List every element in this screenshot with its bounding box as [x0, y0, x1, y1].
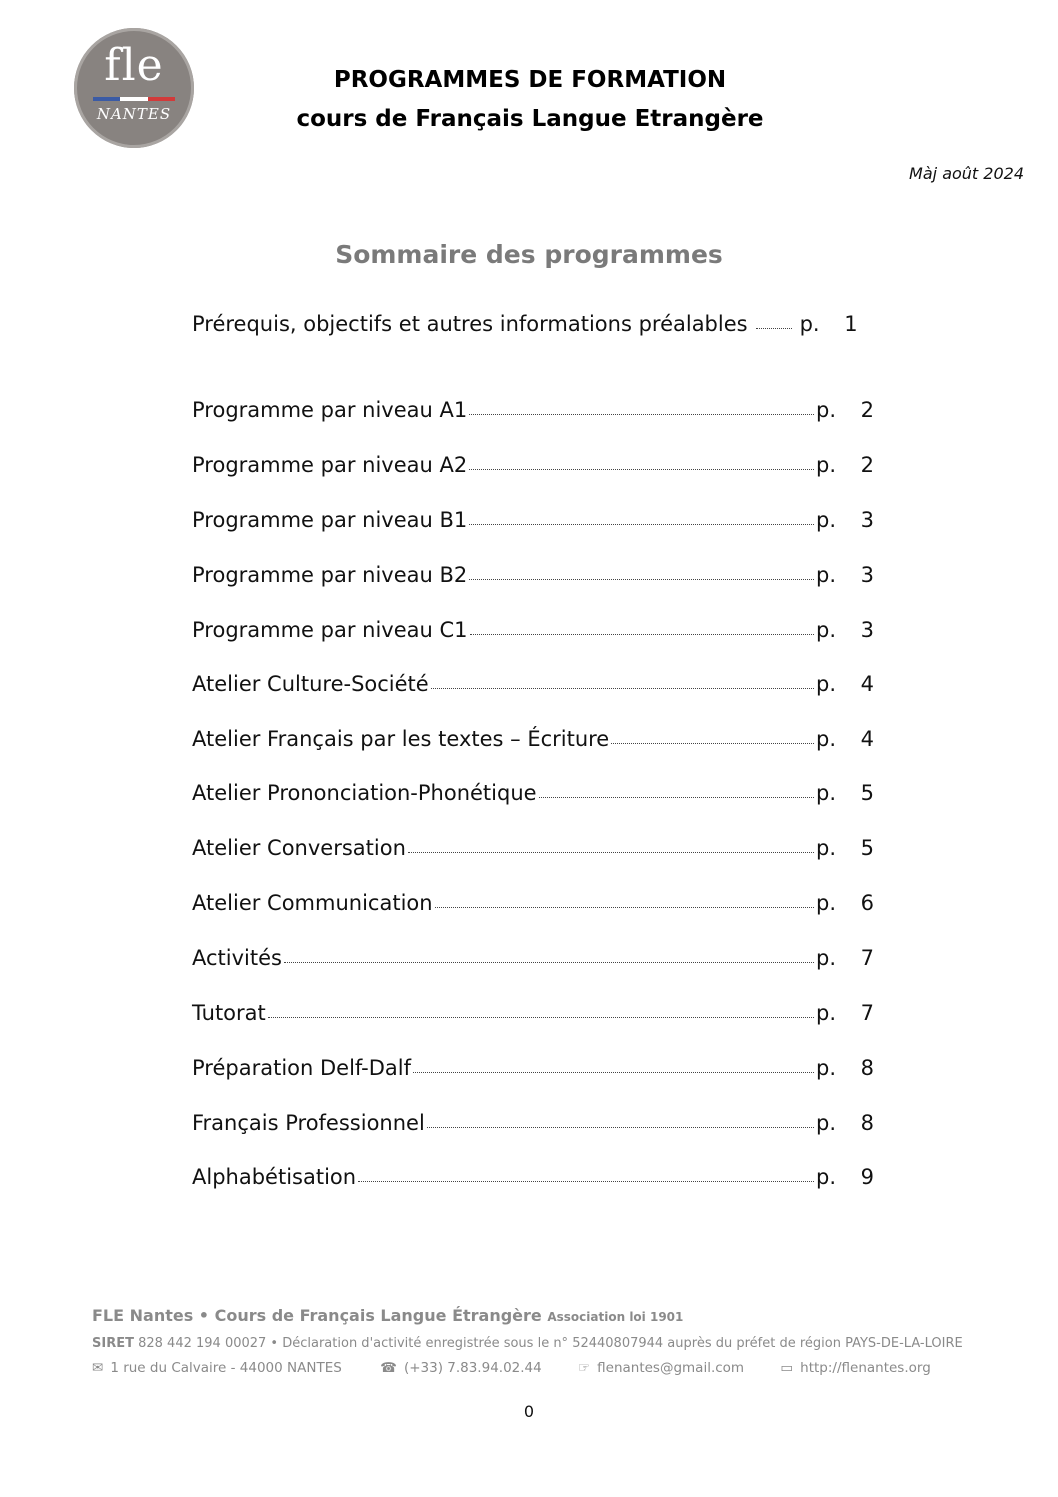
website-text[interactable]: http://flenantes.org [800, 1360, 931, 1376]
dot-leader [469, 468, 814, 470]
page-prefix: p. [799, 312, 820, 336]
toc-item-page: 5 [860, 781, 874, 805]
toc-item [192, 398, 874, 428]
envelope-icon: ✉ [92, 1360, 104, 1376]
toc-item-label: Programme par niveau C1 [192, 618, 468, 642]
page-prefix: p. [816, 453, 837, 477]
page-prefix: p. [816, 1056, 837, 1080]
dot-leader [469, 413, 814, 415]
toc-item-label: Activités [192, 946, 282, 970]
siret-label: SIRET [92, 1336, 134, 1351]
toc-item-label: Préparation Delf-Dalf [192, 1056, 412, 1080]
toc-item-page: 4 [860, 727, 874, 751]
toc-item [192, 727, 874, 757]
toc-item-page: 6 [860, 891, 874, 915]
toc-item [192, 781, 874, 811]
page-prefix: p. [816, 946, 837, 970]
toc-item-label: Alphabétisation [192, 1165, 357, 1189]
toc-item [192, 672, 874, 702]
page-prefix: p. [816, 727, 837, 751]
footer-siret [92, 1336, 963, 1351]
computer-icon: ▭ [780, 1360, 794, 1376]
footer-org-name: FLE Nantes • Cours de Français Langue Étrangère [92, 1306, 542, 1325]
toc-item [192, 618, 874, 648]
toc-item-page: 2 [860, 453, 874, 477]
page-prefix: p. [816, 563, 837, 587]
toc-item-page: 9 [860, 1165, 874, 1189]
toc-item [192, 453, 874, 483]
page-prefix: p. [816, 1165, 837, 1189]
toc-item-page: 7 [860, 1001, 874, 1025]
email-text[interactable]: flenantes@gmail.com [597, 1360, 745, 1376]
footer-contacts [92, 1360, 963, 1376]
dot-leader [284, 961, 814, 963]
toc-item-label: Prérequis, objectifs et autres informations préalables [192, 312, 748, 336]
dot-leader [469, 523, 814, 525]
toc-item-page: 3 [860, 508, 874, 532]
toc-item [192, 891, 874, 921]
toc-item-page: 3 [860, 618, 874, 642]
toc-item [192, 1056, 874, 1086]
toc-item [192, 836, 874, 866]
toc-item [192, 312, 874, 342]
dot-leader [408, 851, 814, 853]
toc-item-label: Tutorat [192, 1001, 266, 1025]
page-number: 0 [523, 1402, 535, 1421]
toc-item-page: 3 [860, 563, 874, 587]
toc-item-label: Programme par niveau A2 [192, 453, 468, 477]
toc-item [192, 563, 874, 593]
dot-leader [611, 742, 814, 744]
toc-item-label: Programme par niveau B2 [192, 563, 468, 587]
toc-item-page: 4 [860, 672, 874, 696]
dot-leader [413, 1071, 814, 1073]
page-prefix: p. [816, 672, 837, 696]
footer-assoc: Association loi 1901 [547, 1310, 684, 1324]
toc-item-label: Français Professionnel [192, 1111, 425, 1135]
footer-phone [380, 1360, 542, 1376]
page-prefix: p. [816, 836, 837, 860]
fle-nantes-logo [74, 28, 194, 148]
toc-item [192, 1001, 874, 1031]
toc-item-label: Atelier Communication [192, 891, 433, 915]
toc-item-label: Atelier Français par les textes – Écriture [192, 727, 610, 751]
toc-item-page: 5 [860, 836, 874, 860]
dot-leader [469, 578, 814, 580]
phone-text: (+33) 7.83.94.02.44 [403, 1360, 542, 1376]
document-title: PROGRAMMES DE FORMATION [333, 67, 727, 93]
toc-item-page: 7 [860, 946, 874, 970]
footer-address [92, 1360, 342, 1376]
dot-leader [470, 633, 814, 635]
logo-flag-stripe [93, 97, 175, 101]
toc-item [192, 946, 874, 976]
toc-item-label: Atelier Prononciation-Phonétique [192, 781, 537, 805]
toc-item-label: Programme par niveau A1 [192, 398, 468, 422]
dot-leader [431, 687, 814, 689]
footer-email[interactable] [578, 1360, 744, 1376]
dot-leader [427, 1126, 814, 1128]
toc-item [192, 1111, 874, 1141]
page-prefix: p. [816, 1111, 837, 1135]
toc-item-label: Atelier Conversation [192, 836, 406, 860]
toc-item-label: Atelier Culture-Société [192, 672, 429, 696]
footer-website[interactable] [780, 1360, 930, 1376]
dot-leader [358, 1180, 814, 1182]
toc-item-page: 8 [860, 1111, 874, 1135]
document-subtitle: cours de Français Langue Etrangère [296, 106, 764, 132]
mail-hand-icon: ☞ [578, 1360, 591, 1376]
page-prefix: p. [816, 891, 837, 915]
toc-item [192, 508, 874, 538]
page-prefix: p. [816, 508, 837, 532]
logo-text: fle [104, 40, 164, 91]
footer-org [92, 1306, 683, 1325]
siret-text: 828 442 194 00027 • Déclaration d'activité enregistrée sous le n° 52440807944 auprès du préfet de région PAYS-DE-LA-LOIRE [138, 1336, 963, 1351]
logo-subtext: NANTES [96, 105, 172, 123]
address-text: 1 rue du Calvaire - 44000 NANTES [110, 1360, 342, 1376]
toc-item-page: 2 [860, 398, 874, 422]
toc-item-page: 8 [860, 1056, 874, 1080]
dot-leader [756, 328, 792, 329]
page-prefix: p. [816, 1001, 837, 1025]
page-prefix: p. [816, 781, 837, 805]
toc-title: Sommaire des programmes [335, 240, 723, 269]
dot-leader [435, 906, 814, 908]
phone-icon: ☎ [380, 1360, 397, 1376]
update-date: Màj août 2024 [909, 164, 1024, 183]
page-prefix: p. [816, 398, 837, 422]
toc-item-label: Programme par niveau B1 [192, 508, 468, 532]
dot-leader [539, 796, 814, 798]
toc-item-page: 1 [844, 312, 858, 336]
toc-item [192, 1165, 874, 1195]
page-prefix: p. [816, 618, 837, 642]
dot-leader [268, 1016, 814, 1018]
